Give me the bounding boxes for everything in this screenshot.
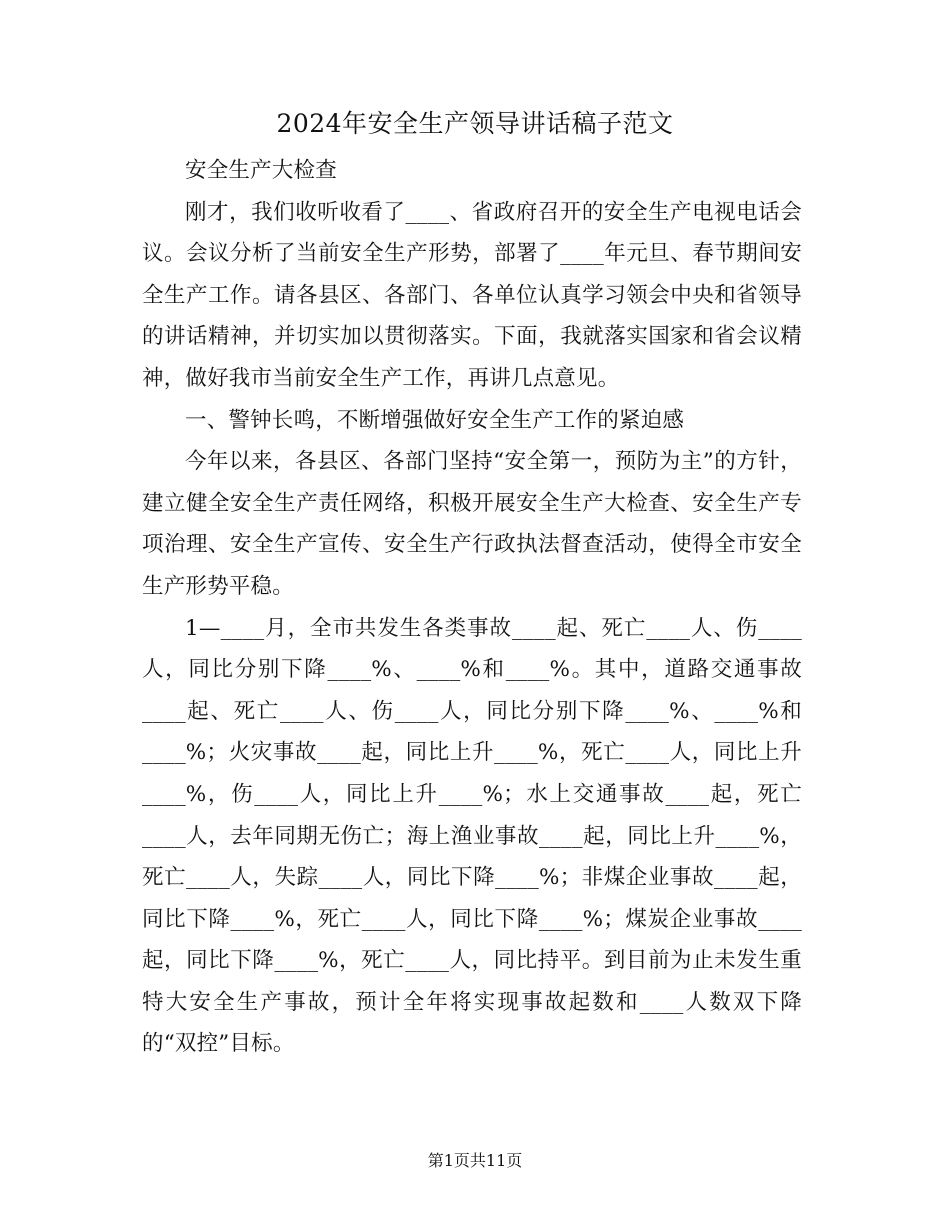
paragraph: 安全生产大检查	[185, 158, 337, 183]
document-title: 2024年安全生产领导讲话稿子范文	[276, 109, 674, 138]
paragraph: 一、警钟长鸣，不断增强做好安全生产工作的紧迫感	[185, 407, 685, 433]
paragraph: 1—____月，全市共发生各类事故____起、死亡____人、伤____人，同比分别下降____%、____%和____%。其中，道路交通事故____起、死亡____人、伤____人，同比分别下降____%、____%和____%；火灾事故____起，同比上升____%，死亡____人，同比上升____%，伤____人，同比上升____%；水上交通事故____起，死亡____人，去年同期无伤亡；海上渔业事故____起，同比上升____%，死亡____人，失踪____人，同比下降____%；非煤企业事故____起，同比下降____%，死亡____人，同比下降____%；煤炭企业事故____起，同比下降____%，死亡____人，同比持平。到目前为止未发生重特大安全生产事故，预计全年将实现事故起数和____人数双下降的“双控”目标。	[142, 615, 802, 1057]
page-footer: 第1页共11页	[427, 1151, 523, 1170]
paragraph: 今年以来，各县区、各部门坚持“安全第一，预防为主”的方针，建立健全安全生产责任网络，积极开展安全生产大检查、安全生产专项治理、安全生产宣传、安全生产行政执法督查活动，使得全市安全生产形势平稳。	[142, 449, 802, 599]
document-body	[142, 150, 802, 1065]
paragraph: 刚才，我们收听收看了____、省政府召开的安全生产电视电话会议。会议分析了当前安全生产形势，部署了____年元旦、春节期间安全生产工作。请各县区、各部门、各单位认真学习领会中央和省领导的讲话精神，并切实加以贯彻落实。下面，我就落实国家和省会议精神，做好我市当前安全生产工作，再讲几点意见。	[142, 199, 802, 391]
